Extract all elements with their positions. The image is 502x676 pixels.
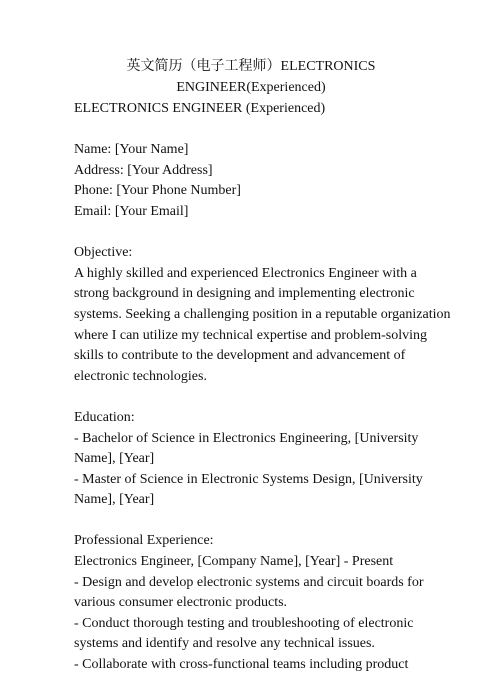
objective-line: skills to contribute to the development and advancement of (74, 348, 406, 364)
education-line: Name], [Year] (74, 451, 155, 467)
objective-line: where I can utilize my technical expertise and problem-solving (74, 327, 427, 343)
objective-line: systems. Seeking a challenging position in a reputable organization (74, 306, 451, 322)
experience-line: - Design and develop electronic systems and circuit boards for (74, 574, 424, 590)
contact-email: Email: [Your Email] (74, 203, 189, 219)
resume-body (74, 99, 451, 676)
contact-address: Address: [Your Address] (74, 162, 213, 178)
objective-line: strong background in designing and implementing electronic (74, 286, 415, 302)
spacer (74, 120, 434, 141)
education-label: Education: (74, 409, 135, 425)
contact-phone: Phone: [Your Phone Number] (74, 183, 241, 199)
experience-line: - Collaborate with cross-functional teams including product (74, 657, 409, 673)
education-line: Name], [Year] (74, 492, 155, 508)
spacer (74, 511, 434, 532)
experience-line: systems and identify and resolve any technical issues. (74, 636, 375, 652)
experience-label: Professional Experience: (74, 533, 214, 549)
education-line: - Master of Science in Electronic Systems Design, [University (74, 471, 423, 487)
resume-heading: ELECTRONICS ENGINEER (Experienced) (74, 101, 326, 116)
education-line: - Bachelor of Science in Electronics Engineering, [University (74, 430, 419, 446)
experience-line: various consumer electronic products. (74, 595, 288, 611)
spacer (74, 387, 434, 408)
experience-line: Electronics Engineer, [Company Name], [Year] - Present (74, 554, 394, 570)
document-title-line-1: 英文简历（电子工程师）ELECTRONICS (126, 59, 376, 74)
document-title-line-2: ENGINEER(Experienced) (176, 80, 326, 95)
objective-label: Objective: (74, 245, 133, 261)
contact-name: Name: [Your Name] (74, 142, 189, 158)
objective-line: electronic technologies. (74, 368, 207, 384)
objective-line: A highly skilled and experienced Electronics Engineer with a (74, 265, 417, 281)
spacer (74, 223, 434, 244)
experience-line: - Conduct thorough testing and troubleshooting of electronic (74, 615, 414, 631)
